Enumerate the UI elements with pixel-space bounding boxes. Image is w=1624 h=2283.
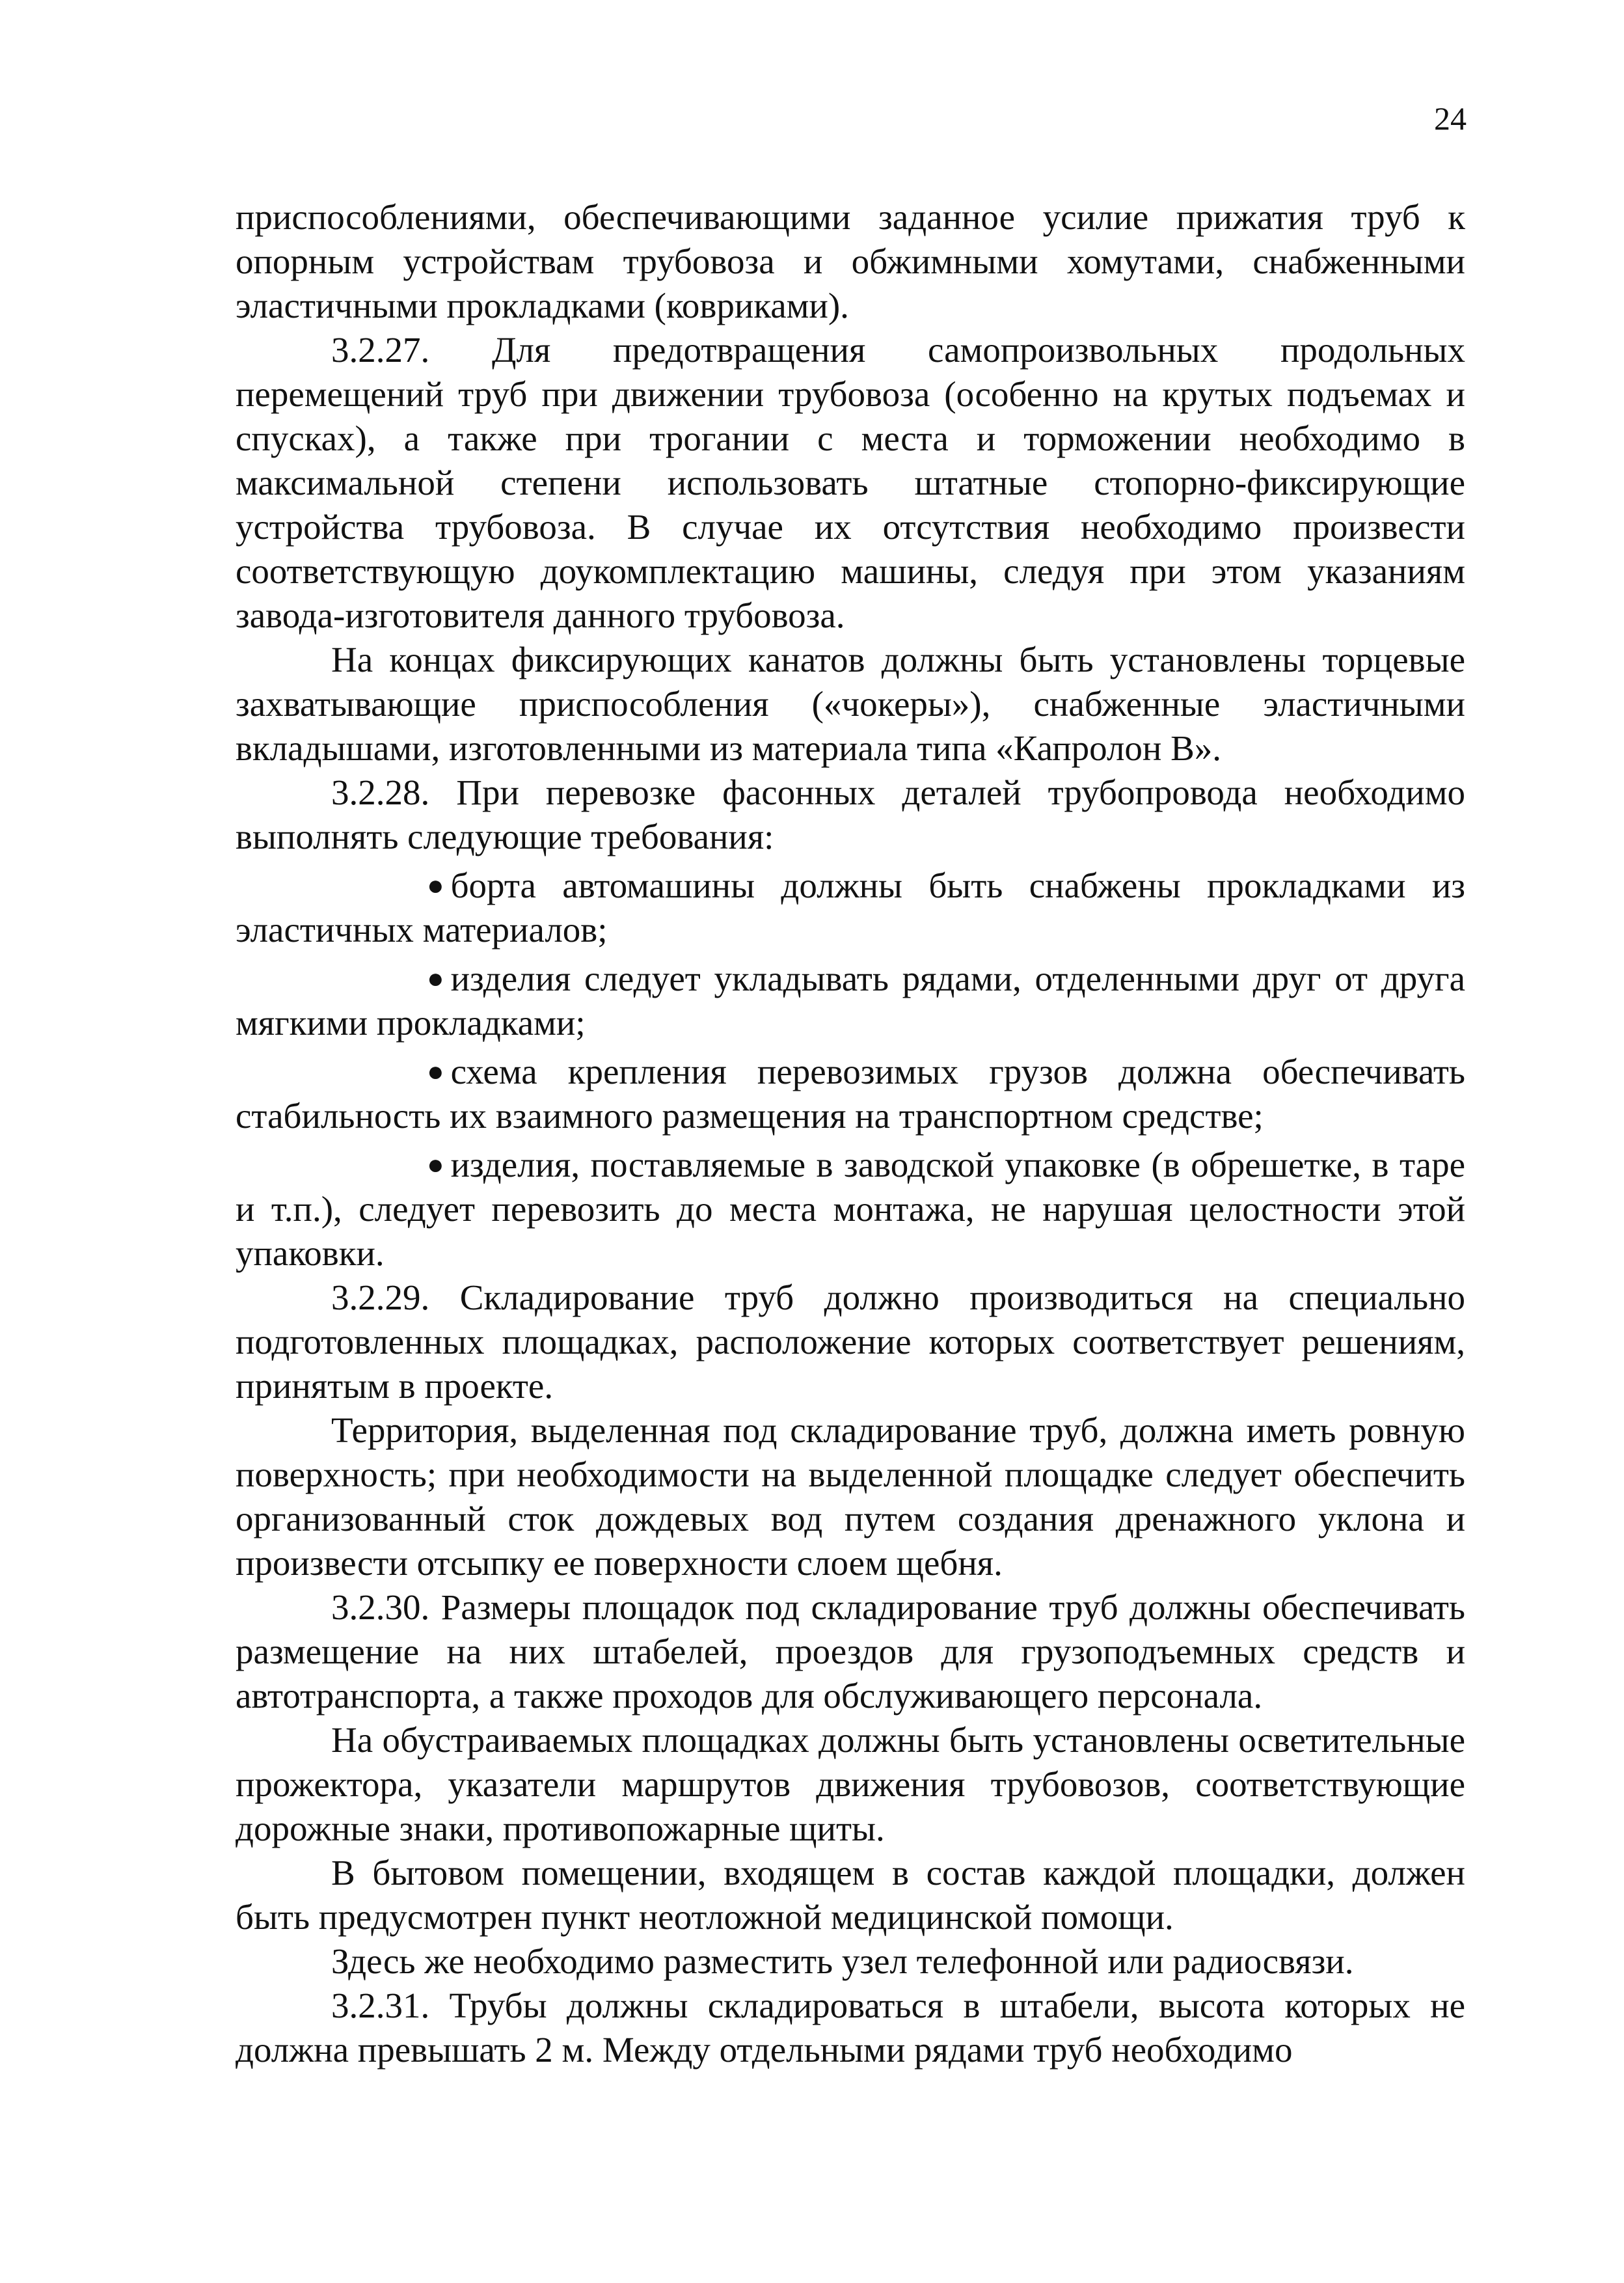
paragraph-territory: Территория, выделенная под складирование труб, должна иметь ровную поверхность; при необходимости на выделенной площадке следует обеспечить организованный сток дождевых вод путем создания дренажного уклона и произвести отсыпку ее поверхности слоем щебня.: [236, 1410, 1465, 1583]
bullet-item: [236, 957, 1465, 1045]
bullet-text: изделия следует укладывать рядами, отделенными друг от друга мягкими прокладками;: [236, 959, 1465, 1043]
page-number: 24: [1434, 100, 1467, 137]
paragraph-3-2-29: 3.2.29. Складирование труб должно производиться на специально подготовленных площадках, расположение которых соответствует решениям, принятым в проекте.: [236, 1278, 1465, 1406]
paragraph-communication: Здесь же необходимо разместить узел телефонной или радиосвязи.: [331, 1941, 1354, 1981]
paragraph-chokers: На концах фиксирующих канатов должны быть установлены торцевые захватывающие приспособления («чокеры»), снабженные эластичными вкладышами, изготовленными из материала типа «Капролон В».: [236, 640, 1465, 768]
bullet-icon: ●: [427, 963, 444, 994]
paragraph-medical: В бытовом помещении, входящем в состав каждой площадки, должен быть предусмотрен пункт неотложной медицинской помощи.: [236, 1853, 1465, 1937]
paragraph-3-2-28: 3.2.28. При перевозке фасонных деталей трубопровода необходимо выполнять следующие требования:: [236, 772, 1465, 856]
bullet-item: [236, 864, 1465, 952]
bullet-icon: ●: [427, 1149, 444, 1181]
bullet-text: изделия, поставляемые в заводской упаковке (в обрешетке, в таре и т.п.), следует перевозить до места монтажа, не нарушая целостности этой упаковки.: [236, 1145, 1465, 1273]
paragraph-3-2-30: 3.2.30. Размеры площадок под складирование труб должны обеспечивать размещение на них штабелей, проездов для грузоподъемных средств и автотранспорта, а также проходов для обслуживающего персонала.: [236, 1587, 1465, 1716]
bullet-icon: ●: [427, 869, 444, 901]
bullet-item: [236, 1050, 1465, 1138]
bullet-item: [236, 1143, 1465, 1276]
paragraph-continuation: приспособлениями, обеспечивающими заданное усилие прижатия труб к опорным устройствам трубовоза и обжимными хомутами, снабженными эластичными прокладками (ковриками).: [236, 197, 1465, 325]
bullet-text: борта автомашины должны быть снабжены прокладками из эластичных материалов;: [236, 866, 1465, 950]
bullet-text: схема крепления перевозимых грузов должна обеспечивать стабильность их взаимного размещения на транспортном средстве;: [236, 1052, 1465, 1136]
bullet-icon: ●: [427, 1056, 444, 1087]
paragraph-3-2-27: 3.2.27. Для предотвращения самопроизвольных продольных перемещений труб при движении трубовоза (особенно на крутых подъемах и спусках), а также при трогании с места и торможении необходимо в максимальной степени использовать штатные стопорно-фиксирующие устройства трубовоза. В случае их отсутствия необходимо произвести соответствующую доукомплектацию машины, следуя при этом указаниям завода-изготовителя данного трубовоза.: [236, 330, 1465, 635]
document-body: [236, 195, 1465, 2072]
paragraph-3-2-31: 3.2.31. Трубы должны складироваться в штабели, высота которых не должна превышать 2 м. Между отдельными рядами труб необходимо: [236, 1986, 1465, 2070]
paragraph-lighting: На обустраиваемых площадках должны быть установлены осветительные прожектора, указатели маршрутов движения трубовозов, соответствующие дорожные знаки, противопожарные щиты.: [236, 1720, 1465, 1848]
